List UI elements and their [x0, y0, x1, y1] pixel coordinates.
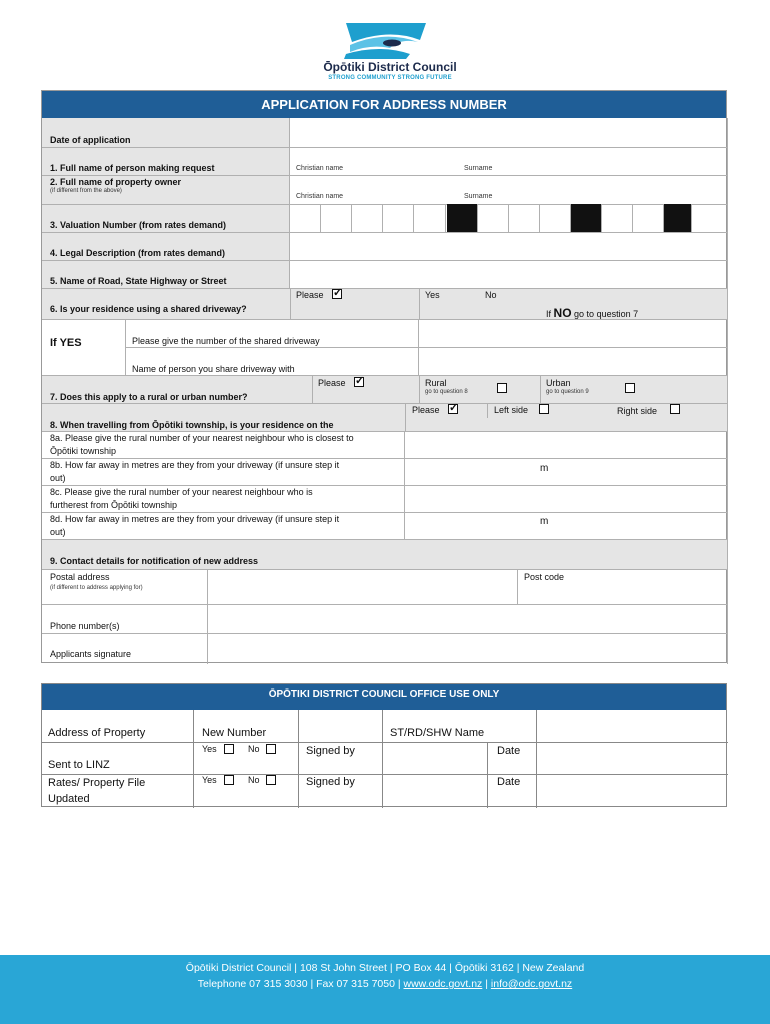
new-number-value-cell[interactable]: [299, 710, 383, 743]
q1-christian-name-label: Christian name: [296, 165, 344, 172]
rates-file-no-label: No: [248, 775, 260, 785]
sent-to-linz-no-label: No: [248, 744, 260, 754]
q8-label: 8. When travelling from Ōpōtiki township, is your residence on the: [50, 420, 334, 430]
postal-address-field[interactable]: [208, 570, 518, 605]
form-title: APPLICATION FOR ADDRESS NUMBER: [42, 91, 726, 118]
valuation-digit-box[interactable]: [414, 204, 446, 232]
sent-to-linz-signature-field[interactable]: [383, 743, 488, 775]
valuation-digit-box[interactable]: [509, 204, 540, 232]
rates-file-no-checkbox[interactable]: [266, 775, 276, 785]
q2-note: (if different from the above): [50, 188, 122, 194]
office-use-table: [41, 683, 727, 807]
valuation-digit-box[interactable]: [602, 204, 633, 232]
date-of-application-field[interactable]: [290, 118, 728, 148]
footer-website-link[interactable]: www.odc.govt.nz: [403, 978, 483, 990]
q6-if-no-note: [546, 306, 638, 320]
q5-label: 5. Name of Road, State Highway or Street: [50, 276, 227, 286]
q8d-field[interactable]: [405, 513, 728, 540]
sent-to-linz-date-field[interactable]: [537, 743, 728, 775]
q8b-label-line2: out): [50, 473, 66, 483]
q8a-label-line2: Ōpōtiki township: [50, 446, 117, 456]
phone-label: Phone number(s): [50, 621, 120, 631]
q7-please-label: Please: [318, 378, 346, 388]
q9-label: 9. Contact details for notification of new address: [50, 556, 259, 566]
sent-to-linz-signed-by-label: Signed by: [306, 745, 355, 757]
q7-rural-label: Rural: [425, 378, 447, 388]
q6-please-label: Please: [296, 290, 324, 300]
q8-left-side-checkbox[interactable]: [539, 404, 549, 414]
footer-phone-fax: Telephone 07 315 3030 | Fax 07 315 7050 |: [197, 978, 401, 990]
valuation-separator-box: [447, 204, 478, 232]
footer-address: Ōpōtiki District Council | 108 St John Street | PO Box 44 | Ōpōtiki 3162 | New Zealand: [185, 962, 585, 974]
address-of-property-label: Address of Property: [48, 727, 146, 739]
footer-separator: |: [485, 978, 488, 990]
footer-email-link[interactable]: info@odc.govt.nz: [490, 978, 573, 990]
shared-person-field[interactable]: [419, 348, 728, 376]
q7-rural-note: go to question 8: [425, 389, 468, 395]
shared-number-label: Please give the number of the shared driveway: [132, 336, 320, 346]
q6-yes-option[interactable]: Yes: [425, 290, 440, 300]
rates-file-date-field[interactable]: [537, 775, 728, 808]
legal-description-field[interactable]: [290, 233, 728, 261]
new-number-label: New Number: [202, 727, 267, 739]
q8b-metres-unit: m: [540, 463, 549, 474]
q8c-field[interactable]: [405, 486, 728, 513]
valuation-digit-box[interactable]: [478, 204, 509, 232]
q8d-label-line1: 8d. How far away in metres are they from your driveway (if unsure step it: [50, 514, 340, 524]
q8a-label-line1: 8a. Please give the rural number of your nearest neighbour who is closest to: [50, 433, 354, 443]
q4-label: 4. Legal Description (from rates demand): [50, 248, 226, 258]
q6-please-checkbox: [332, 289, 342, 299]
q8-right-side-checkbox[interactable]: [670, 404, 680, 414]
valuation-digit-box[interactable]: [290, 204, 321, 232]
q7-label: 7. Does this apply to a rural or urban number?: [50, 392, 248, 402]
st-rd-shw-value-cell[interactable]: [537, 710, 728, 743]
road-name-field[interactable]: [290, 261, 728, 289]
valuation-digit-box[interactable]: [383, 204, 414, 232]
q7-urban-note: go to question 9: [546, 389, 589, 395]
rates-file-label: Rates/ Property File Updated: [48, 777, 146, 805]
council-name: Ōpōtiki District Council: [323, 60, 457, 74]
if-no-bold: NO: [553, 306, 572, 320]
shared-person-label: Name of person you share driveway with: [132, 364, 295, 374]
page-footer: [0, 955, 770, 1024]
postal-address-label: Postal address: [50, 572, 110, 582]
office-use-title: ŌPŌTIKI DISTRICT COUNCIL OFFICE USE ONLY: [42, 684, 726, 710]
valuation-digit-box[interactable]: [352, 204, 383, 232]
q8-right-side-label: Right side: [617, 406, 658, 416]
q2-label: 2. Full name of property owner: [50, 177, 182, 187]
rates-file-yes-label: Yes: [202, 775, 217, 785]
if-no-suffix: go to question 7: [574, 309, 639, 319]
q8c-label-line1: 8c. Please give the rural number of your nearest neighbour who is: [50, 487, 313, 497]
q8b-label-line1: 8b. How far away in metres are they from your driveway (if unsure step it: [50, 460, 340, 470]
q7-please-checkbox: [354, 377, 364, 387]
sent-to-linz-yes-label: Yes: [202, 744, 217, 754]
q2-name-field[interactable]: [290, 176, 728, 205]
q6-label: 6. Is your residence using a shared driveway?: [50, 304, 247, 314]
sent-to-linz-date-label: Date: [497, 745, 521, 757]
q8b-field[interactable]: [405, 459, 728, 486]
valuation-digit-box[interactable]: [633, 204, 664, 232]
if-no-prefix: If: [546, 309, 552, 319]
valuation-digit-box[interactable]: [321, 204, 352, 232]
shared-number-field[interactable]: [419, 320, 728, 348]
valuation-separator-box: [571, 204, 602, 232]
q7-rural-checkbox[interactable]: [497, 383, 507, 393]
rates-file-yes-checkbox[interactable]: [224, 775, 234, 785]
rates-file-signed-by-label: Signed by: [306, 776, 355, 788]
sent-to-linz-label: Sent to LINZ: [48, 759, 110, 771]
q8-left-side-label: Left side: [494, 405, 529, 415]
q2-christian-name-label: Christian name: [296, 193, 344, 200]
footer-contact: [0, 976, 770, 992]
rates-file-date-label: Date: [497, 776, 521, 788]
q8-please-checkbox: [448, 404, 458, 414]
q8c-label-line2: furtherest from Ōpōtiki township: [50, 500, 178, 510]
valuation-separator-box: [664, 204, 692, 232]
q2-surname-label: Surname: [464, 193, 493, 200]
q1-surname-label: Surname: [464, 165, 493, 172]
phone-field[interactable]: [208, 605, 728, 634]
q8d-metres-unit: m: [540, 516, 549, 527]
q1-label: 1. Full name of person making request: [50, 163, 215, 173]
q7-urban-checkbox[interactable]: [625, 383, 635, 393]
date-of-application-label: Date of application: [50, 135, 131, 145]
sent-to-linz-no-checkbox[interactable]: [266, 744, 276, 754]
council-tagline: STRONG COMMUNITY STRONG FUTURE: [328, 75, 452, 81]
sent-to-linz-yes-checkbox[interactable]: [224, 744, 234, 754]
q6-no-option[interactable]: No: [485, 290, 497, 300]
application-form: [41, 90, 727, 663]
if-yes-label: If YES: [50, 337, 82, 349]
signature-field[interactable]: [208, 634, 728, 664]
q1-name-field[interactable]: [290, 148, 728, 176]
postal-address-note: (if different to address applying for): [50, 585, 143, 591]
rates-file-signature-field[interactable]: [383, 775, 488, 808]
q3-label: 3. Valuation Number (from rates demand): [50, 220, 227, 230]
post-code-label: Post code: [524, 572, 565, 582]
q7-urban-label: Urban: [546, 378, 571, 388]
signature-label: Applicants signature: [50, 649, 132, 659]
st-rd-shw-label: ST/RD/SHW Name: [390, 727, 485, 739]
q8a-field[interactable]: [405, 432, 728, 459]
valuation-digit-box[interactable]: [540, 204, 571, 232]
q8d-label-line2: out): [50, 527, 66, 537]
q8-please-label: Please: [412, 405, 440, 415]
